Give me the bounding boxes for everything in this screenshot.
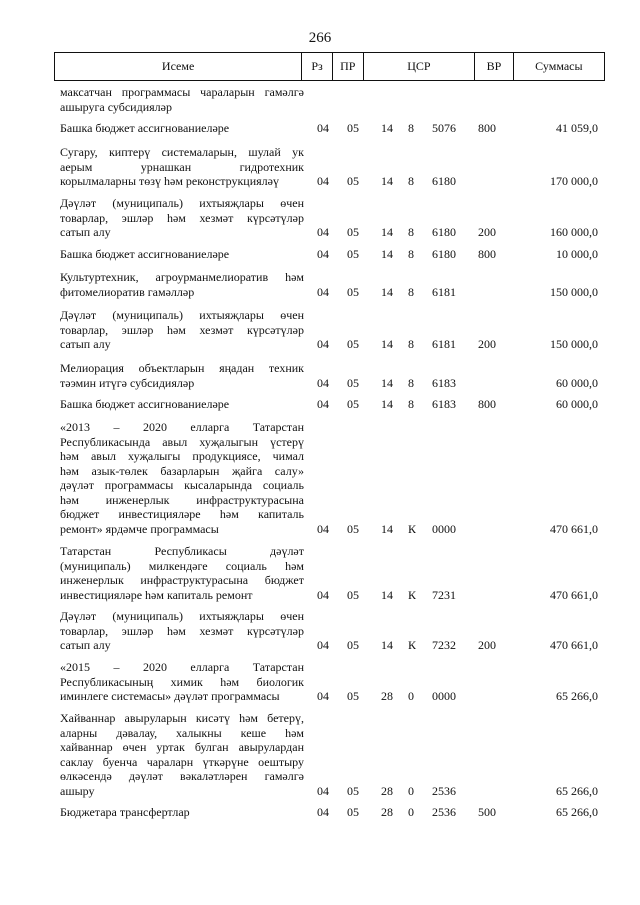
row-name-line: саклау буенча чараларн үткәрүне оештыру bbox=[60, 754, 304, 769]
row-pr: 05 bbox=[347, 805, 359, 819]
row-sum: 470 661,0 bbox=[550, 521, 598, 536]
row-vr: 200 bbox=[478, 225, 496, 239]
row-name-line: бюджет инвестицияләре һәм капиталь bbox=[60, 507, 304, 521]
row-name-line: Культуртехник, агроурманмелиоратив һәм bbox=[60, 270, 304, 284]
table-row bbox=[0, 660, 640, 704]
row-csr-program: 14 bbox=[381, 121, 393, 135]
row-csr-subprogram: 8 bbox=[408, 397, 414, 411]
table-row bbox=[0, 805, 640, 820]
row-rz: 04 bbox=[317, 521, 329, 536]
row-csr-program: 14 bbox=[381, 247, 393, 261]
row-pr: 05 bbox=[347, 284, 359, 299]
row-name-line: хайваннар өчен уртак булган авырулардан bbox=[60, 740, 304, 754]
row-name-line: товарлар, эшләр һәм хезмәт күрсәтүләр bbox=[60, 210, 304, 225]
row-name-line: ашыруга субсидияләр bbox=[60, 99, 172, 114]
row-csr-program: 14 bbox=[381, 174, 393, 188]
row-csr-program: 14 bbox=[381, 638, 393, 652]
row-rz: 04 bbox=[317, 689, 329, 703]
row-rz: 04 bbox=[317, 247, 329, 261]
row-sum: 65 266,0 bbox=[556, 783, 598, 798]
row-name bbox=[60, 121, 304, 136]
row-csr-subprogram: 8 bbox=[408, 121, 414, 135]
row-name-line: тәэмин итүгә субсидияләр bbox=[60, 375, 195, 390]
row-pr: 05 bbox=[347, 174, 359, 188]
row-sum: 170 000,0 bbox=[550, 174, 598, 188]
row-pr: 05 bbox=[347, 521, 359, 536]
row-name-line: һәм инженерлык инфраструктурасына bbox=[60, 492, 304, 507]
table-row bbox=[0, 711, 640, 798]
row-name bbox=[60, 308, 304, 352]
row-vr: 200 bbox=[478, 337, 496, 351]
row-sum: 470 661,0 bbox=[550, 587, 598, 602]
row-sum: 65 266,0 bbox=[556, 805, 598, 819]
row-csr-code: 6180 bbox=[432, 174, 456, 188]
row-csr-subprogram: К bbox=[408, 638, 417, 652]
row-sum: 60 000,0 bbox=[556, 375, 598, 390]
row-name-line: Республикасының химик һәм биологик bbox=[60, 674, 304, 689]
row-csr-code: 6180 bbox=[432, 247, 456, 261]
row-pr: 05 bbox=[347, 397, 359, 411]
row-name-line: өлкәсендә дәүләт вәкаләтләрен гамәлгә bbox=[60, 769, 304, 783]
row-name-line: Республикасында авыл хуҗалыгын үстерү bbox=[60, 434, 304, 449]
row-pr: 05 bbox=[347, 587, 359, 602]
row-name bbox=[60, 660, 304, 704]
row-csr-code: 5076 bbox=[432, 121, 456, 135]
row-csr-program: 28 bbox=[381, 783, 393, 798]
row-rz: 04 bbox=[317, 174, 329, 188]
row-rz: 04 bbox=[317, 225, 329, 239]
row-name-line: аерым урнашкан гидротехник bbox=[60, 159, 304, 174]
row-csr-program: 28 bbox=[381, 805, 393, 819]
row-csr-subprogram: 0 bbox=[408, 783, 414, 798]
row-sum: 470 661,0 bbox=[550, 638, 598, 652]
row-name-line: товарлар, эшләр һәм хезмәт күрсәтүләр bbox=[60, 322, 304, 337]
row-name bbox=[60, 270, 304, 299]
row-csr-code: 6180 bbox=[432, 225, 456, 239]
row-name-line: Башка бюджет ассигнованиеләре bbox=[60, 397, 230, 411]
row-csr-subprogram: 8 bbox=[408, 225, 414, 239]
row-name-line: сатып алу bbox=[60, 638, 111, 652]
row-name-line: дәүләт программасы кысаларында социаль bbox=[60, 478, 304, 492]
row-name-line: һәм азык-төлек базарларын җайга салу» bbox=[60, 463, 304, 478]
row-sum: 150 000,0 bbox=[550, 337, 598, 351]
header-name: Исеме bbox=[55, 53, 302, 81]
header-csr: ЦСР bbox=[363, 53, 474, 81]
row-csr-code: 7231 bbox=[432, 587, 456, 602]
row-name-line: сатып алу bbox=[60, 337, 111, 351]
row-rz: 04 bbox=[317, 805, 329, 819]
row-name-line: Башка бюджет ассигнованиеләре bbox=[60, 121, 230, 135]
row-csr-code: 2536 bbox=[432, 783, 456, 798]
table-row bbox=[0, 544, 640, 602]
row-vr: 800 bbox=[478, 121, 496, 135]
row-sum: 65 266,0 bbox=[556, 689, 598, 703]
row-name-line: Сугару, киптерү системаларын, шулай ук bbox=[60, 145, 304, 159]
row-rz: 04 bbox=[317, 284, 329, 299]
row-name-line: (муниципаль) милкендәге социаль һәм bbox=[60, 558, 304, 573]
row-csr-code: 6183 bbox=[432, 397, 456, 411]
row-pr: 05 bbox=[347, 638, 359, 652]
row-pr: 05 bbox=[347, 689, 359, 703]
row-rz: 04 bbox=[317, 121, 329, 135]
row-name-line: корылмаларны төзү һәм реконструкцияләү bbox=[60, 174, 279, 188]
row-name-line: максатчан программасы чараларын гамәлгә bbox=[60, 85, 304, 99]
row-csr-subprogram: 0 bbox=[408, 805, 414, 819]
row-csr-program: 14 bbox=[381, 284, 393, 299]
row-name-line: «2013 – 2020 елларга Татарстан bbox=[60, 420, 304, 434]
row-name bbox=[60, 805, 304, 820]
row-name bbox=[60, 361, 304, 390]
row-vr: 500 bbox=[478, 805, 496, 819]
row-name-line: аларны дәвалау, халыкны кеше һәм bbox=[60, 725, 304, 740]
header-vr: ВР bbox=[475, 53, 514, 81]
row-name bbox=[60, 247, 304, 262]
row-csr-subprogram: 8 bbox=[408, 247, 414, 261]
row-csr-subprogram: 8 bbox=[408, 337, 414, 351]
row-vr: 200 bbox=[478, 638, 496, 652]
row-name-line: Башка бюджет ассигнованиеләре bbox=[60, 247, 230, 261]
page-number: 266 bbox=[308, 30, 332, 46]
row-rz: 04 bbox=[317, 783, 329, 798]
row-name-line: сатып алу bbox=[60, 225, 111, 239]
row-name-line: ремонт» ярдәмче программасы bbox=[60, 521, 219, 536]
header-sum: Суммасы bbox=[513, 53, 604, 81]
row-csr-subprogram: 8 bbox=[408, 284, 414, 299]
row-name-line: товарлар, эшләр һәм хезмәт күрсәтүләр bbox=[60, 623, 304, 638]
row-pr: 05 bbox=[347, 247, 359, 261]
row-sum: 60 000,0 bbox=[556, 397, 598, 411]
row-rz: 04 bbox=[317, 638, 329, 652]
row-vr: 800 bbox=[478, 397, 496, 411]
row-name bbox=[60, 196, 304, 240]
row-csr-subprogram: К bbox=[408, 521, 417, 536]
row-csr-program: 14 bbox=[381, 375, 393, 390]
row-pr: 05 bbox=[347, 783, 359, 798]
row-csr-code: 2536 bbox=[432, 805, 456, 819]
row-name-line: һәм авыл хуҗалыгы продукциясе, чимал bbox=[60, 449, 304, 463]
row-name-line: инвестицияләре һәм капиталь ремонт bbox=[60, 587, 253, 602]
row-pr: 05 bbox=[347, 337, 359, 351]
row-name-line: «2015 – 2020 елларга Татарстан bbox=[60, 660, 304, 674]
row-rz: 04 bbox=[317, 587, 329, 602]
table-row bbox=[0, 247, 640, 262]
row-name-line: Татарстан Республикасы дәүләт bbox=[60, 544, 304, 558]
table-row bbox=[0, 609, 640, 653]
row-pr: 05 bbox=[347, 225, 359, 239]
row-vr: 800 bbox=[478, 247, 496, 261]
row-csr-program: 14 bbox=[381, 225, 393, 239]
table-row bbox=[0, 196, 640, 240]
row-name-line: фитомелиоратив гамәлләр bbox=[60, 284, 195, 299]
row-name bbox=[60, 609, 304, 653]
row-sum: 150 000,0 bbox=[550, 284, 598, 299]
table-row bbox=[0, 397, 640, 412]
row-sum: 41 059,0 bbox=[556, 121, 598, 135]
row-name bbox=[60, 397, 304, 412]
row-name-line: Бюджетара трансфертлар bbox=[60, 805, 190, 819]
row-name-line: Дәүләт (муниципаль) ихтыяҗлары өчен bbox=[60, 196, 304, 210]
row-csr-code: 0000 bbox=[432, 689, 456, 703]
row-name bbox=[60, 85, 304, 114]
row-name-line: Дәүләт (муниципаль) ихтыяҗлары өчен bbox=[60, 609, 304, 623]
row-csr-code: 6183 bbox=[432, 375, 456, 390]
row-csr-subprogram: 8 bbox=[408, 375, 414, 390]
row-name-line: Дәүләт (муниципаль) ихтыяҗлары өчен bbox=[60, 308, 304, 322]
row-csr-program: 14 bbox=[381, 521, 393, 536]
row-csr-program: 14 bbox=[381, 587, 393, 602]
row-sum: 160 000,0 bbox=[550, 225, 598, 239]
row-csr-code: 0000 bbox=[432, 521, 456, 536]
row-pr: 05 bbox=[347, 121, 359, 135]
row-name-line: Хайваннар авыруларын кисәтү һәм бетерү, bbox=[60, 711, 304, 725]
row-name-line: ашыру bbox=[60, 783, 95, 798]
header-pr: ПР bbox=[332, 53, 363, 81]
row-name bbox=[60, 711, 304, 798]
table-row bbox=[0, 308, 640, 352]
table-row bbox=[0, 270, 640, 299]
row-name-line: иминлеге системасы» дәүләт программасы bbox=[60, 689, 280, 703]
row-csr-program: 14 bbox=[381, 397, 393, 411]
row-csr-subprogram: К bbox=[408, 587, 417, 602]
row-csr-code: 6181 bbox=[432, 284, 456, 299]
table-row bbox=[0, 361, 640, 390]
table-row bbox=[0, 145, 640, 189]
row-csr-program: 14 bbox=[381, 337, 393, 351]
row-rz: 04 bbox=[317, 375, 329, 390]
row-name bbox=[60, 544, 304, 602]
row-csr-program: 28 bbox=[381, 689, 393, 703]
row-pr: 05 bbox=[347, 375, 359, 390]
row-csr-subprogram: 0 bbox=[408, 689, 414, 703]
table-row bbox=[0, 420, 640, 536]
row-rz: 04 bbox=[317, 337, 329, 351]
row-csr-code: 7232 bbox=[432, 638, 456, 652]
row-csr-code: 6181 bbox=[432, 337, 456, 351]
row-csr-subprogram: 8 bbox=[408, 174, 414, 188]
row-sum: 10 000,0 bbox=[556, 247, 598, 261]
row-name bbox=[60, 145, 304, 189]
header-rz: Рз bbox=[302, 53, 333, 81]
row-name-line: Мелиорация объектларын яңадан техник bbox=[60, 361, 304, 375]
row-name bbox=[60, 420, 304, 536]
table-row bbox=[0, 121, 640, 136]
row-rz: 04 bbox=[317, 397, 329, 411]
row-name-line: инженерлык инфраструктурасына бюджет bbox=[60, 573, 304, 587]
